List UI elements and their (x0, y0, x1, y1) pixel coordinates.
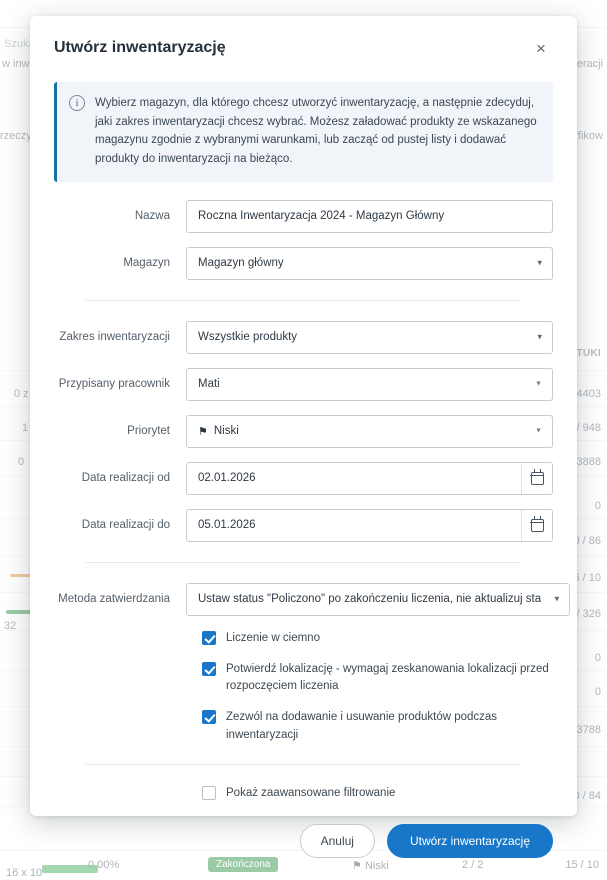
name-input[interactable]: Roczna Inwentaryzacja 2024 - Magazyn Główny (186, 200, 553, 233)
warehouse-select[interactable]: Magazyn główny (186, 247, 553, 280)
date-to-input[interactable]: 05.01.2026 (186, 509, 553, 542)
label-date-from: Data realizacji od (81, 472, 170, 484)
cancel-button[interactable]: Anuluj (300, 824, 375, 858)
checkbox-label-blind-count: Liczenie w ciemno (226, 631, 320, 644)
field-row-approval-method (54, 583, 560, 616)
label-approval-method: Metoda zatwierdzania (58, 593, 170, 605)
chevron-down-icon: ▾ (537, 331, 542, 342)
dialog-body (30, 70, 577, 816)
label-date-to: Data realizacji do (81, 519, 170, 531)
checkbox-row-advanced-filter[interactable] (202, 785, 553, 802)
checkbox-advanced-filter[interactable] (202, 786, 216, 800)
field-row-date-from (54, 462, 553, 495)
label-employee: Przypisany pracownik (58, 378, 170, 390)
create-inventory-button[interactable]: Utwórz inwentaryzację (387, 824, 553, 858)
checkbox-allow-edit-products[interactable] (202, 710, 216, 724)
dialog-footer (30, 816, 577, 880)
label-name: Nazwa (134, 210, 170, 222)
info-icon: i (69, 95, 85, 111)
field-row-name (54, 200, 553, 233)
checkbox-label-allow-edit-products: Zezwól na dodawanie i usuwanie produktów podczas inwentaryzacji (226, 711, 498, 741)
close-icon[interactable]: × (529, 36, 553, 60)
checkbox-row-blind-count[interactable] (202, 630, 553, 647)
field-row-employee (54, 368, 553, 401)
chevron-down-icon: ▾ (537, 257, 542, 268)
field-row-warehouse (54, 247, 553, 280)
dialog-header (30, 16, 577, 70)
info-banner-text: Wybierz magazyn, dla którego chcesz utworzyć inwentaryzację, a następnie zdecyduj, jaki zakres inwentaryzacji chcesz wybrać. Możesz załadować produkty ze wskazanego magazynu zgodnie z wybranymi warunkami, lub zacząć od pustej listy i dodawać produkty do inwentaryzacji na bieżąco. (95, 97, 537, 165)
checkbox-label-confirm-location: Potwierdź lokalizację - wymagaj zeskanowania lokalizacji przed rozpoczęciem liczenia (226, 662, 549, 692)
label-priority: Priorytet (127, 425, 170, 437)
calendar-icon[interactable] (521, 510, 552, 541)
divider-3 (86, 764, 521, 765)
flag-icon: ⚑ (198, 425, 208, 438)
checkbox-blind-count[interactable] (202, 631, 216, 645)
date-from-input[interactable]: 02.01.2026 (186, 462, 553, 495)
chevron-down-icon: ▼ (535, 380, 542, 388)
scope-select[interactable]: Wszystkie produkty (186, 321, 553, 354)
checkbox-row-allow-edit-products[interactable] (202, 709, 553, 744)
chevron-down-icon: ▾ (554, 593, 560, 604)
checkbox-confirm-location[interactable] (202, 662, 216, 676)
field-row-scope (54, 321, 553, 354)
page-title: Utwórz inwentaryzację (54, 39, 226, 56)
calendar-icon[interactable] (521, 463, 552, 494)
checkbox-label-advanced-filter: Pokaż zaawansowane filtrowanie (226, 786, 396, 799)
field-row-priority (54, 415, 553, 448)
chevron-down-icon: ▼ (535, 427, 542, 435)
approval-method-select[interactable]: Ustaw status "Policzono" po zakończeniu liczenia, nie aktualizuj sta (186, 583, 570, 616)
priority-value: Niski (213, 425, 239, 437)
create-inventory-dialog (30, 16, 577, 848)
divider-2 (86, 562, 521, 563)
label-scope: Zakres inwentaryzacji (59, 331, 170, 343)
label-warehouse: Magazyn (123, 257, 170, 269)
info-banner (54, 82, 553, 182)
divider-1 (86, 300, 521, 301)
priority-select[interactable] (186, 415, 553, 448)
employee-select[interactable]: Mati (186, 368, 553, 401)
checkbox-row-confirm-location[interactable] (202, 661, 553, 696)
field-row-date-to (54, 509, 553, 542)
